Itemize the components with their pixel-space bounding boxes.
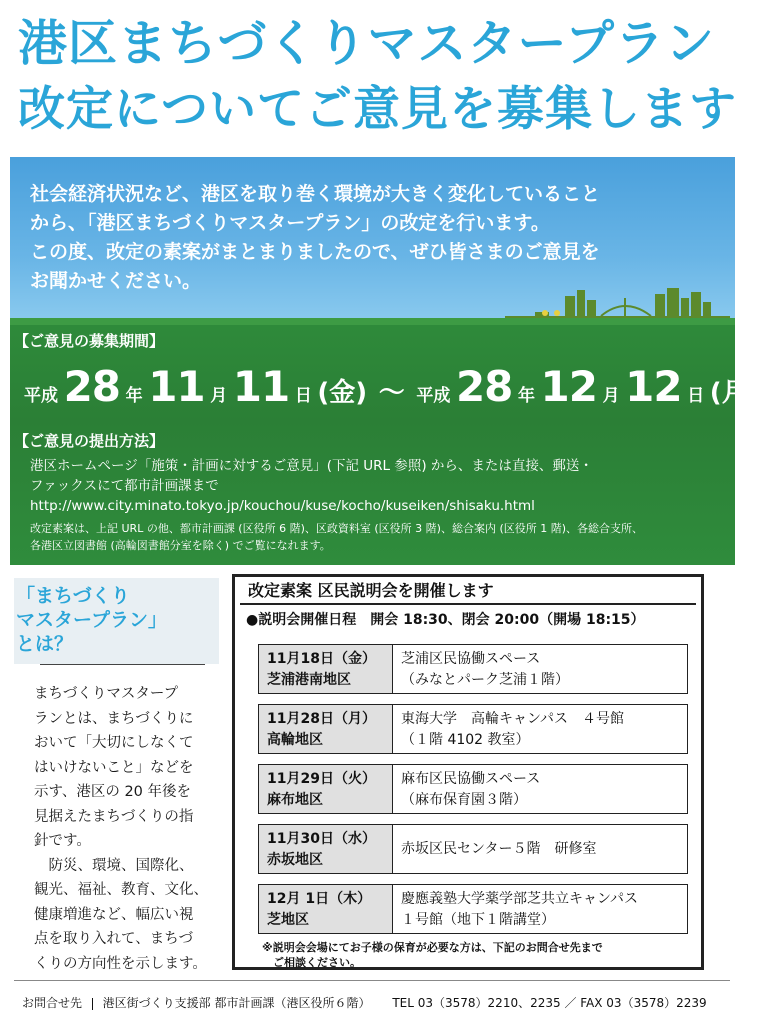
intro-line: から、「港区まちづくりマスタープラン」の改定を行います。 [30,212,550,234]
childcare-note [262,940,603,970]
session-date-area [259,765,393,813]
childcare-line: ご相談ください。 [262,956,361,969]
about-body [34,682,206,976]
end-day: 12 [625,362,682,411]
session-date-area [259,825,393,873]
about-line: くりの方向性を示します。 [34,955,207,972]
briefing-title: 改定素案 区民説明会を開催します [248,581,494,600]
session-date: 11月18日（金） [267,651,376,667]
venue-line: 麻布区民協働スペース [401,771,541,787]
venue-line: 慶應義塾大学薬学部芝共立キャンパス [401,891,639,907]
contact-department: 港区街づくり支援部 都市計画課（港区役所６階） [102,996,371,1010]
start-day: 11 [232,362,290,411]
method-label: 【ご意見の提出方法】 [14,432,165,450]
footer-divider [14,980,730,981]
page-title: 港区まちづくりマスタープラン [18,15,716,72]
about-line: 健康増進など、幅広い視 [34,906,194,923]
briefing-schedule: ●説明会開催日程 開会 18:30、閉会 20:00（開場 18:15） [246,612,645,628]
session-date: 11月28日（月） [267,711,376,727]
about-line: 示す、港区の 20 年後を [34,784,192,800]
briefing-title-rule [240,603,696,605]
about-heading-line: 「まちづくり [16,585,130,607]
page-subtitle: 改定についてご意見を募集します [18,82,738,137]
about-line: 観光、福祉、教育、文化、 [34,882,208,898]
venue-line: （麻布保育園３階） [401,792,527,808]
day-unit: 日 [294,386,312,406]
start-weekday: (金) [317,378,368,408]
footer-separator [92,998,93,1010]
month-unit: 月 [602,386,620,406]
about-divider [40,664,205,665]
period-tilde: ～ [378,378,405,408]
about-line: 見据えたまちづくりの指 [34,808,194,825]
end-weekday: (月) [709,378,760,408]
note-line: 改定素案は、上記 URL の他、都市計画課 (区役所 6 階)、区政資料室 (区役所 3 階)、総合案内 (区役所 1 階)、各総合支所、 [30,522,644,535]
start-year: 28 [63,362,121,411]
session-row [258,644,688,694]
session-area: 麻布地区 [267,792,323,808]
session-venue [401,709,683,751]
contact-phone: TEL 03（3578）2210、2235 ／ FAX 03（3578）2239 [392,996,707,1010]
about-heading [16,584,221,656]
about-heading-line: とは？ [16,633,74,655]
era: 平成 [24,386,58,406]
about-line: 針です。 [34,833,91,849]
year-unit: 年 [517,386,535,406]
about-line: はいけないこと」などを [34,759,194,776]
period-label: 【ご意見の募集期間】 [14,332,165,350]
session-row [258,704,688,754]
footer-contact [22,994,707,1011]
method-url[interactable]: http://www.city.minato.tokyo.jp/kouchou/kuse/kocho/kuseiken/shisaku.html [30,498,535,514]
contact-label: お問合せ先 [22,996,83,1010]
session-venue [401,889,683,931]
childcare-line: ※説明会会場にてお子様の保育が必要な方は、下記のお問合せ先まで [262,941,603,954]
session-venue [401,649,683,691]
day-unit: 日 [687,386,705,406]
session-row [258,764,688,814]
venue-line: 赤坂区民センター５階 研修室 [401,841,597,857]
about-line: おいて「大切にしなくて [34,735,194,751]
end-year: 28 [455,362,513,411]
session-date: 11月30日（水） [267,831,376,847]
method-line: ファックスにて都市計画課まで [30,478,219,494]
venue-line: 芝浦区民協働スペース [401,651,541,667]
intro-text [30,180,720,296]
submission-period [24,362,760,422]
method-note [30,520,720,554]
intro-line: お聞かせください。 [30,270,202,292]
session-date: 12月 1日（木） [267,891,372,907]
month-unit: 月 [210,386,228,406]
session-date-area [259,645,393,693]
session-venue [401,769,683,811]
note-line: 各港区立図書館 (高輪図書館分室を除く) でご覧になれます。 [30,539,331,552]
session-area: 芝浦港南地区 [267,672,351,688]
method-text [30,456,720,516]
intro-line: この度、改定の素案がまとまりましたので、ぜひ皆さまのご意見を [30,241,600,263]
year-unit: 年 [125,386,143,406]
about-line: まちづくりマスタープ [34,686,179,702]
session-row [258,884,688,934]
venue-line: （１階 4102 教室） [401,732,530,748]
about-heading-line: マスタープラン」 [16,609,168,631]
intro-line: 社会経済状況など、港区を取り巻く環境が大きく変化していること [30,183,601,205]
about-line: 点を取り入れて、まちづ [34,931,194,947]
era: 平成 [416,386,451,406]
session-venue [401,839,683,860]
session-area: 赤坂地区 [267,852,323,868]
session-area: 高輪地区 [267,732,323,748]
about-line: ランとは、まちづくりに [34,710,194,727]
venue-line: １号館（地下１階講堂） [401,912,555,928]
session-date-area [259,705,393,753]
end-month: 12 [540,362,597,411]
method-line: 港区ホームページ「施策・計画に対するご意見」(下記 URL 参照) から、または直接、郵送・ [30,458,593,474]
session-date: 11月29日（火） [267,771,376,787]
start-month: 11 [148,362,205,411]
session-row [258,824,688,874]
about-line: 防災、環境、国際化、 [34,857,194,874]
venue-line: 東海大学 高輪キャンパス ４号館 [401,711,625,727]
venue-line: （みなとパーク芝浦１階） [401,672,569,688]
session-date-area [259,885,393,933]
session-area: 芝地区 [267,912,309,928]
